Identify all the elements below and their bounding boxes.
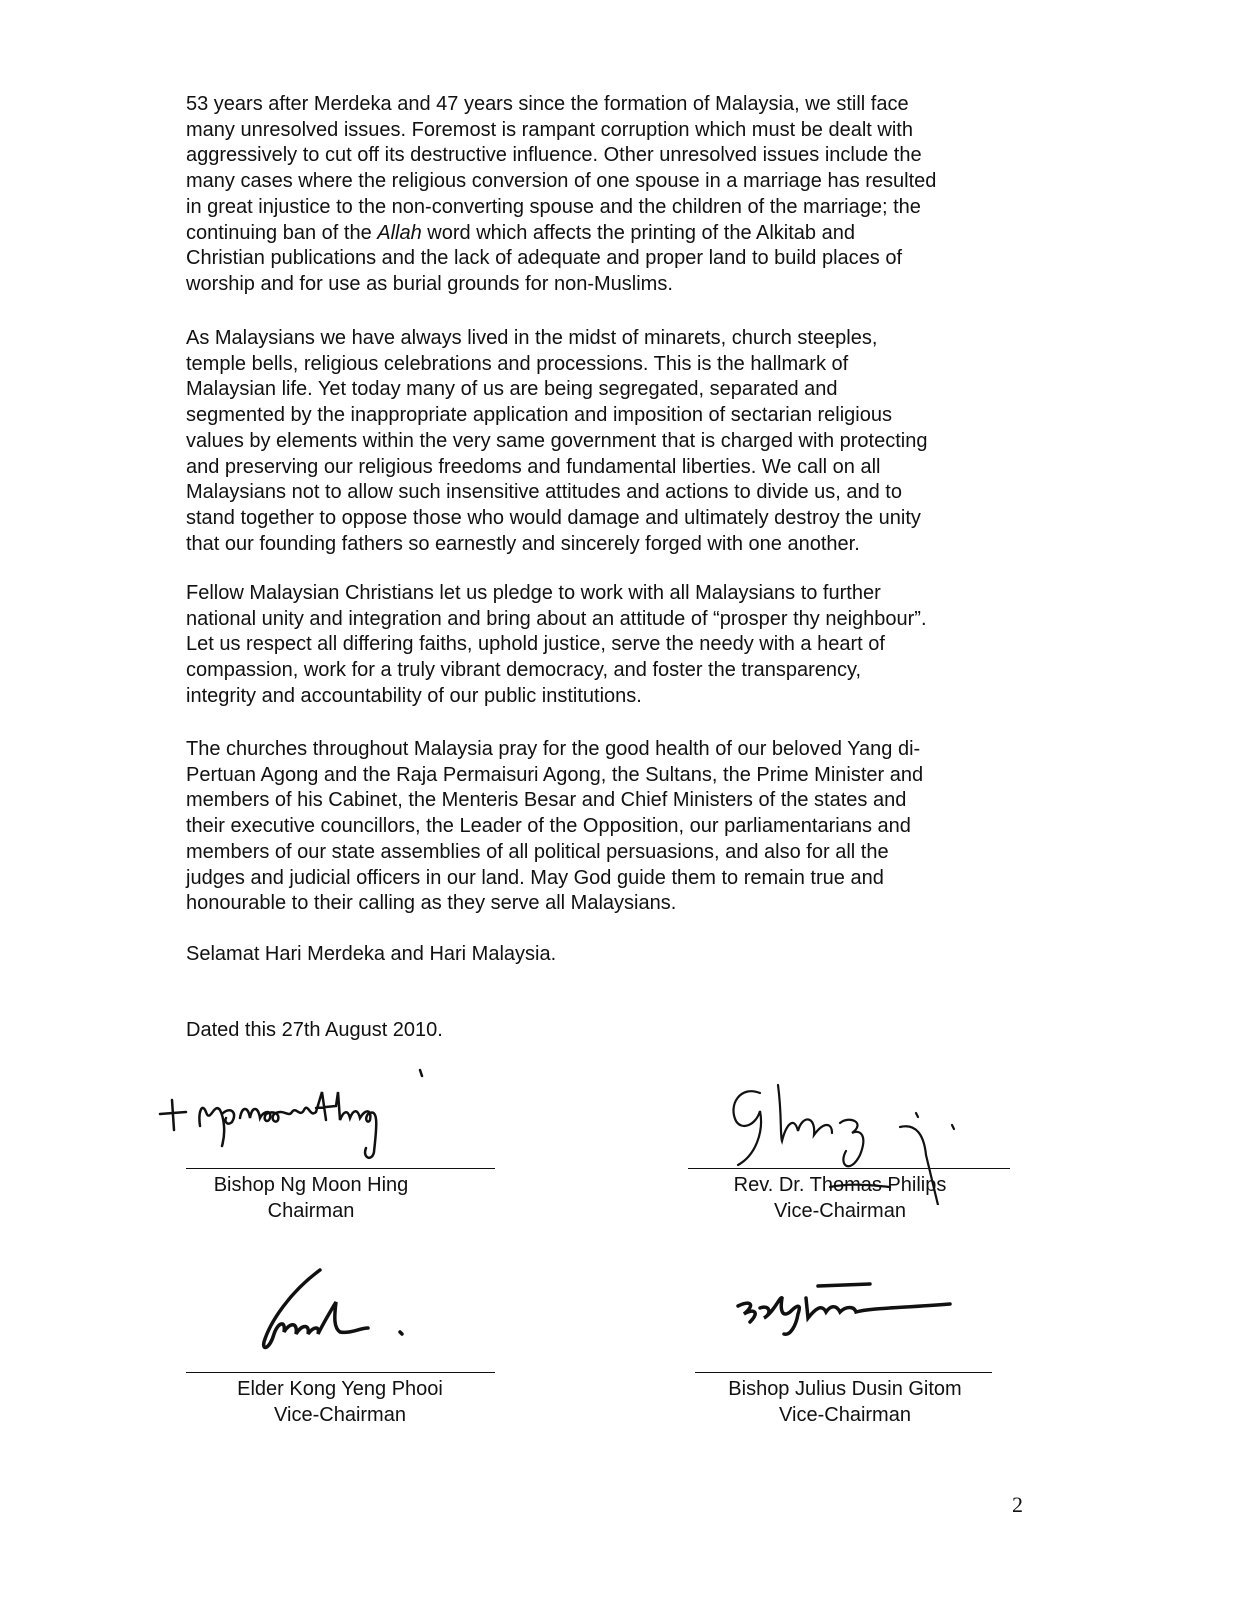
signatory-1: [186, 1172, 436, 1224]
text-line: many unresolved issues. Foremost is rampant corruption which must be dealt with: [186, 118, 913, 141]
signature-line: [695, 1372, 992, 1373]
signatory-title: Chairman: [267, 1200, 355, 1222]
text-line: [186, 221, 936, 247]
text-line: Dated this 27th August 2010.: [186, 1019, 443, 1041]
text-line: integrity and accountability of our public institutions.: [186, 684, 642, 707]
paragraph-4: [186, 737, 923, 917]
text-line: honourable to their calling as they serve all Malaysians.: [186, 892, 677, 915]
text-line: Fellow Malaysian Christians let us pledge to work with all Malaysians to further: [186, 582, 881, 604]
paragraph-2: [186, 326, 927, 557]
signature-ng-moon-hing: [150, 1062, 480, 1162]
text-line: judges and judicial officers in our land. May God guide them to remain true and: [186, 866, 884, 889]
signature-kong-yeng-phooi: [250, 1262, 430, 1362]
text-line: that our founding fathers so earnestly and sincerely forged with one another.: [186, 532, 860, 555]
italic-word: Allah: [377, 221, 422, 244]
text-line: As Malaysians we have always lived in the midst of minarets, church steeples,: [186, 327, 878, 349]
signatory-name: Elder Kong Yeng Phooi: [237, 1378, 443, 1400]
text-line: worship and for use as burial grounds for non-Muslims.: [186, 272, 673, 295]
date-line: [186, 1018, 443, 1044]
text-line: aggressively to cut off its destructive influence. Other unresolved issues include the: [186, 144, 922, 167]
signature-line: [186, 1168, 495, 1169]
text-line: values by elements within the very same government that is charged with protecting: [186, 429, 928, 452]
text-line: members of our state assemblies of all political persuasions, and also for all the: [186, 840, 889, 863]
page-number: 2: [1012, 1492, 1023, 1517]
signatory-4: [700, 1376, 990, 1428]
text-line: many cases where the religious conversion of one spouse in a marriage has resulted: [186, 170, 937, 193]
text-line: their executive councillors, the Leader of the Opposition, our parliamentarians and: [186, 815, 911, 838]
signatory-name: Rev. Dr. Thomas Philips: [733, 1174, 947, 1196]
text-line: temple bells, religious celebrations and processions. This is the hallmark of: [186, 352, 849, 375]
text-line: members of his Cabinet, the Menteris Besar and Chief Ministers of the states and: [186, 789, 907, 812]
signatory-title: Vice-Chairman: [779, 1404, 911, 1426]
text-line: segmented by the inappropriate application and imposition of sectarian religious: [186, 404, 892, 427]
signatory-2: [700, 1172, 980, 1224]
text-segment: continuing ban of the: [186, 221, 378, 244]
signature-line: [186, 1372, 495, 1373]
signatory-name: Bishop Julius Dusin Gitom: [728, 1378, 962, 1400]
text-line: Selamat Hari Merdeka and Hari Malaysia.: [186, 943, 557, 965]
signatory-name: Bishop Ng Moon Hing: [213, 1174, 409, 1196]
closing-greeting: [186, 942, 556, 968]
text-line: Malaysians not to allow such insensitive attitudes and actions to divide us, and to: [186, 481, 902, 504]
text-line: The churches throughout Malaysia pray for the good health of our beloved Yang di-: [186, 738, 921, 760]
text-line: stand together to oppose those who would damage and ultimately destroy the unity: [186, 506, 921, 529]
signatory-title: Vice-Chairman: [774, 1200, 906, 1222]
text-line: Malaysian life. Yet today many of us are being segregated, separated and: [186, 378, 838, 401]
text-line: in great injustice to the non-converting spouse and the children of the marriage; the: [186, 195, 921, 218]
text-line: national unity and integration and bring about an attitude of “prosper thy neighbour”.: [186, 607, 927, 630]
text-line: Christian publications and the lack of adequate and proper land to build places of: [186, 247, 903, 270]
text-line: compassion, work for a truly vibrant democracy, and foster the transparency,: [186, 659, 862, 682]
signature-julius-dusin-gitom: [730, 1278, 960, 1348]
signatory-3: [210, 1376, 470, 1428]
text-segment: word which affects the printing of the Alkitab and: [421, 221, 855, 244]
text-line: Pertuan Agong and the Raja Permaisuri Agong, the Sultans, the Prime Minister and: [186, 763, 924, 786]
text-line: 53 years after Merdeka and 47 years since the formation of Malaysia, we still face: [186, 93, 909, 115]
paragraph-3: [186, 581, 927, 710]
text-line: and preserving our religious freedoms and fundamental liberties. We call on all: [186, 455, 881, 478]
signature-line: [688, 1168, 1010, 1169]
paragraph-1: [186, 92, 936, 298]
signatory-title: Vice-Chairman: [274, 1404, 406, 1426]
text-line: Let us respect all differing faiths, uphold justice, serve the needy with a heart of: [186, 633, 885, 656]
